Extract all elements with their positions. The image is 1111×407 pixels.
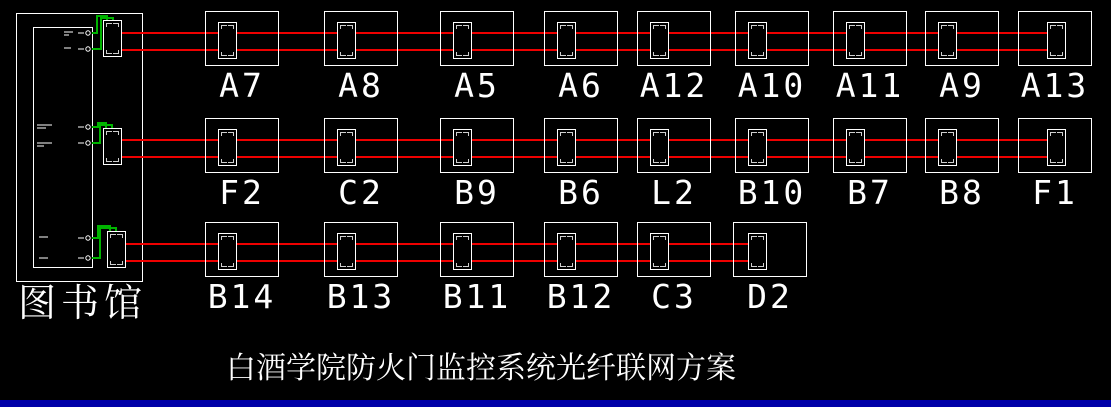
- window-bottom-bar: [0, 400, 1111, 407]
- library-label: 图书馆: [18, 281, 148, 325]
- terminal-mark: [113, 158, 119, 162]
- terminal-mark: [856, 52, 862, 56]
- door-monitor-box-A10: [735, 11, 809, 66]
- terminal-mark: [1050, 25, 1056, 29]
- terminal-mark: [456, 159, 462, 163]
- terminal-mark: [751, 52, 757, 56]
- terminal-mark: [1050, 52, 1056, 56]
- door-monitor-device-A6: [557, 22, 576, 59]
- terminal-mark: [653, 236, 659, 240]
- terminal-mark: [1050, 132, 1056, 136]
- box-label-B10: B10: [737, 173, 807, 212]
- terminal-mark: [941, 159, 947, 163]
- terminal-mark: [849, 25, 855, 29]
- terminal-mark: [660, 236, 666, 240]
- terminal-mark: [758, 52, 764, 56]
- terminal-mark: [228, 52, 234, 56]
- terminal-mark: [347, 132, 353, 136]
- terminal-mark: [1057, 25, 1063, 29]
- terminal-mark: [856, 25, 862, 29]
- door-monitor-box-F2: [205, 118, 279, 173]
- terminal-mark: [221, 52, 227, 56]
- terminal-mark: [221, 263, 227, 267]
- library-headend-device-3: [107, 231, 126, 268]
- terminal-mark: [660, 159, 666, 163]
- terminal-mark: [228, 132, 234, 136]
- door-monitor-box-C3: [637, 222, 711, 277]
- terminal-mark: [941, 25, 947, 29]
- terminal-mark: [849, 132, 855, 136]
- terminal-mark: [110, 261, 116, 265]
- door-monitor-device-B10: [748, 129, 767, 166]
- box-label-D2: D2: [747, 277, 793, 316]
- terminal-mark: [347, 263, 353, 267]
- box-label-A8: A8: [338, 66, 384, 105]
- box-label-B6: B6: [558, 173, 604, 212]
- terminal-mark: [758, 236, 764, 240]
- box-label-B12: B12: [546, 277, 616, 316]
- door-monitor-box-A8: [324, 11, 398, 66]
- door-monitor-box-B12: [544, 222, 618, 277]
- terminal-mark: [113, 23, 119, 27]
- terminal-mark: [228, 159, 234, 163]
- terminal-mark: [560, 25, 566, 29]
- terminal-mark: [758, 25, 764, 29]
- terminal-mark: [758, 159, 764, 163]
- door-monitor-box-A7: [205, 11, 279, 66]
- door-monitor-box-C2: [324, 118, 398, 173]
- door-monitor-device-F1: [1047, 129, 1066, 166]
- door-monitor-device-A13: [1047, 22, 1066, 59]
- library-headend-device-2: [103, 128, 122, 165]
- box-label-L2: L2: [651, 173, 697, 212]
- terminal-mark: [221, 236, 227, 240]
- terminal-mark: [1057, 132, 1063, 136]
- terminal-mark: [347, 159, 353, 163]
- terminal-mark: [456, 132, 462, 136]
- terminal-mark: [340, 132, 346, 136]
- box-label-A7: A7: [219, 66, 265, 105]
- terminal-mark: [1050, 159, 1056, 163]
- terminal-mark: [560, 263, 566, 267]
- door-monitor-device-F2: [218, 129, 237, 166]
- door-monitor-device-B14: [218, 233, 237, 270]
- box-label-A9: A9: [939, 66, 985, 105]
- terminal-mark: [110, 234, 116, 238]
- box-label-F2: F2: [219, 173, 265, 212]
- terminal-mark: [856, 132, 862, 136]
- box-label-B9: B9: [454, 173, 500, 212]
- terminal-mark: [560, 52, 566, 56]
- door-monitor-box-L2: [637, 118, 711, 173]
- terminal-mark: [856, 159, 862, 163]
- terminal-mark: [456, 236, 462, 240]
- door-monitor-box-B14: [205, 222, 279, 277]
- library-building: [0, 0, 180, 340]
- door-monitor-box-F1: [1018, 118, 1092, 173]
- door-monitor-box-B8: [925, 118, 999, 173]
- terminal-mark: [751, 159, 757, 163]
- terminal-mark: [340, 263, 346, 267]
- terminal-mark: [347, 52, 353, 56]
- terminal-mark: [340, 159, 346, 163]
- terminal-mark: [228, 263, 234, 267]
- terminal-mark: [106, 23, 112, 27]
- box-label-A12: A12: [639, 66, 709, 105]
- terminal-mark: [653, 132, 659, 136]
- door-monitor-device-L2: [650, 129, 669, 166]
- door-monitor-device-B6: [557, 129, 576, 166]
- terminal-mark: [567, 25, 573, 29]
- door-monitor-box-B10: [735, 118, 809, 173]
- terminal-mark: [653, 159, 659, 163]
- door-monitor-device-C2: [337, 129, 356, 166]
- terminal-mark: [567, 236, 573, 240]
- terminal-mark: [463, 52, 469, 56]
- terminal-mark: [221, 132, 227, 136]
- terminal-mark: [228, 25, 234, 29]
- door-monitor-box-A13: [1018, 11, 1092, 66]
- terminal-mark: [567, 263, 573, 267]
- terminal-mark: [463, 263, 469, 267]
- terminal-mark: [456, 25, 462, 29]
- terminal-mark: [567, 52, 573, 56]
- terminal-mark: [456, 263, 462, 267]
- door-monitor-box-D2: [733, 222, 807, 277]
- door-monitor-box-A5: [440, 11, 514, 66]
- terminal-mark: [948, 159, 954, 163]
- terminal-mark: [751, 132, 757, 136]
- box-label-B14: B14: [207, 277, 277, 316]
- door-monitor-device-A8: [337, 22, 356, 59]
- splice-connectors: [37, 31, 90, 260]
- terminal-mark: [849, 159, 855, 163]
- terminal-mark: [113, 131, 119, 135]
- terminal-mark: [948, 52, 954, 56]
- box-label-C2: C2: [338, 173, 384, 212]
- terminal-mark: [106, 131, 112, 135]
- door-monitor-device-A12: [650, 22, 669, 59]
- terminal-mark: [758, 263, 764, 267]
- drawing-title: 白酒学院防火门监控系统光纤联网方案: [226, 351, 736, 386]
- door-monitor-device-B8: [938, 129, 957, 166]
- terminal-mark: [948, 132, 954, 136]
- door-monitor-box-B11: [440, 222, 514, 277]
- door-monitor-box-B13: [324, 222, 398, 277]
- terminal-mark: [660, 52, 666, 56]
- door-monitor-device-A9: [938, 22, 957, 59]
- box-label-A6: A6: [558, 66, 604, 105]
- door-monitor-box-B9: [440, 118, 514, 173]
- door-monitor-box-A12: [637, 11, 711, 66]
- terminal-mark: [117, 234, 123, 238]
- terminal-mark: [660, 25, 666, 29]
- door-monitor-device-B13: [337, 233, 356, 270]
- library-patch-links: [0, 0, 180, 300]
- terminal-mark: [751, 263, 757, 267]
- terminal-mark: [347, 25, 353, 29]
- terminal-mark: [117, 261, 123, 265]
- terminal-mark: [653, 263, 659, 267]
- terminal-mark: [653, 52, 659, 56]
- door-monitor-box-A6: [544, 11, 618, 66]
- box-label-B11: B11: [442, 277, 512, 316]
- terminal-mark: [1057, 159, 1063, 163]
- door-monitor-device-B11: [453, 233, 472, 270]
- terminal-mark: [463, 159, 469, 163]
- terminal-mark: [340, 25, 346, 29]
- terminal-mark: [751, 25, 757, 29]
- terminal-mark: [660, 263, 666, 267]
- box-label-C3: C3: [651, 277, 697, 316]
- terminal-mark: [221, 159, 227, 163]
- door-monitor-device-A11: [846, 22, 865, 59]
- terminal-mark: [941, 52, 947, 56]
- box-label-B13: B13: [326, 277, 396, 316]
- terminal-mark: [567, 132, 573, 136]
- terminal-mark: [660, 132, 666, 136]
- terminal-mark: [106, 50, 112, 54]
- door-monitor-box-B7: [833, 118, 907, 173]
- terminal-mark: [113, 50, 119, 54]
- box-label-B8: B8: [939, 173, 985, 212]
- terminal-mark: [463, 236, 469, 240]
- box-label-A5: A5: [454, 66, 500, 105]
- door-monitor-device-B9: [453, 129, 472, 166]
- terminal-mark: [560, 159, 566, 163]
- terminal-mark: [751, 236, 757, 240]
- terminal-mark: [758, 132, 764, 136]
- terminal-mark: [347, 236, 353, 240]
- terminal-mark: [560, 236, 566, 240]
- terminal-mark: [948, 25, 954, 29]
- terminal-mark: [849, 52, 855, 56]
- door-monitor-device-A5: [453, 22, 472, 59]
- door-monitor-device-A7: [218, 22, 237, 59]
- terminal-mark: [340, 236, 346, 240]
- box-label-A11: A11: [835, 66, 905, 105]
- door-monitor-box-A11: [833, 11, 907, 66]
- terminal-mark: [106, 158, 112, 162]
- terminal-mark: [941, 132, 947, 136]
- door-monitor-device-B12: [557, 233, 576, 270]
- door-monitor-device-C3: [650, 233, 669, 270]
- door-monitor-device-A10: [748, 22, 767, 59]
- door-monitor-device-D2: [748, 233, 767, 270]
- door-monitor-box-B6: [544, 118, 618, 173]
- terminal-mark: [560, 132, 566, 136]
- terminal-mark: [340, 52, 346, 56]
- door-monitor-device-B7: [846, 129, 865, 166]
- terminal-mark: [221, 25, 227, 29]
- box-label-B7: B7: [847, 173, 893, 212]
- terminal-mark: [463, 132, 469, 136]
- terminal-mark: [567, 159, 573, 163]
- terminal-mark: [653, 25, 659, 29]
- terminal-mark: [456, 52, 462, 56]
- library-headend-device-1: [103, 20, 122, 57]
- door-monitor-box-A9: [925, 11, 999, 66]
- box-label-F1: F1: [1032, 173, 1078, 212]
- terminal-mark: [463, 25, 469, 29]
- terminal-mark: [1057, 52, 1063, 56]
- box-label-A10: A10: [737, 66, 807, 105]
- box-label-A13: A13: [1020, 66, 1090, 105]
- terminal-mark: [228, 236, 234, 240]
